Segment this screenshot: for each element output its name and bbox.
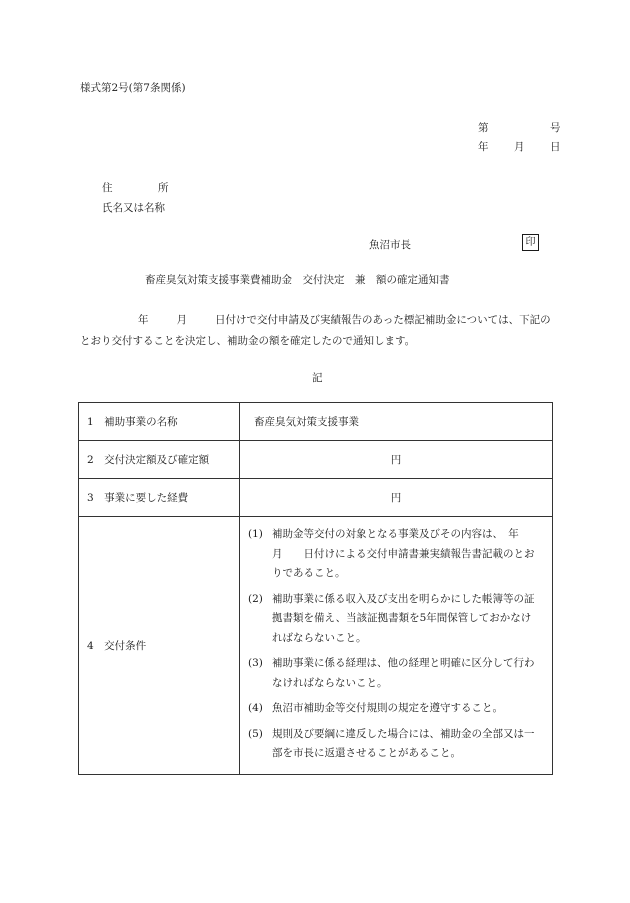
- condition-text: 補助金等交付の対象となる事業及びその内容は、 年 月 日付けによる交付申請書兼実績報告書記載のとおりであること。: [272, 528, 540, 579]
- table-row: [79, 517, 553, 775]
- condition-item: [248, 725, 538, 764]
- row3-label: 3 事業に要した経費: [79, 479, 240, 517]
- body-month: 月: [176, 314, 187, 326]
- table-row: [79, 479, 553, 517]
- details-table: [78, 402, 553, 775]
- condition-number: (1): [248, 528, 263, 540]
- condition-text: 補助事業に係る経理は、他の経理と明確に区分して行わなければならないこと。: [272, 657, 535, 689]
- recipient-name-label: 氏名又は名称: [102, 202, 165, 214]
- condition-number: (3): [248, 657, 263, 669]
- date-day: 日: [550, 141, 561, 153]
- conditions-cell: [240, 517, 553, 775]
- row2-label: 2 交付決定額及び確定額: [79, 441, 240, 479]
- condition-text: 規則及び要綱に違反した場合には、補助金の全部又は一部を市長に返還させることがあること。: [272, 727, 535, 759]
- condition-number: (2): [248, 592, 263, 605]
- body-year: 年: [138, 314, 149, 326]
- condition-text: 魚沼市補助金等交付規則の規定を遵守すること。: [272, 702, 503, 714]
- condition-item: [248, 699, 538, 719]
- row3-value: 円: [240, 479, 553, 517]
- condition-item: [248, 525, 538, 584]
- number-prefix: 第: [478, 122, 489, 134]
- ki-heading: 記: [312, 372, 323, 384]
- condition-text: 補助事業に係る収入及び支出を明らかにした帳簿等の証拠書類を備え、当該証拠書類を5年間保管しておかなければならないこと。: [272, 592, 535, 644]
- date-year: 年: [478, 141, 489, 153]
- address-char-2: 所: [158, 182, 169, 194]
- condition-number: (4): [248, 702, 263, 714]
- seal-mark: 印: [522, 234, 539, 251]
- notice-body: [80, 310, 556, 352]
- table-row: [79, 403, 553, 441]
- body-text: 日付けで交付申請及び実績報告のあった標記補助金については、下記のとおり交付することを決定し、補助金の額を確定したので通知します。: [80, 314, 551, 347]
- row1-value: 畜産臭気対策支援事業: [240, 403, 553, 441]
- document-title: 畜産臭気対策支援事業費補助金 交付決定 兼 額の確定通知書: [145, 274, 450, 286]
- date-month: 月: [514, 141, 525, 153]
- condition-item: [248, 590, 538, 649]
- condition-item: [248, 654, 538, 693]
- number-suffix: 号: [550, 122, 561, 134]
- row1-label: 1 補助事業の名称: [79, 403, 240, 441]
- issuer-title: 魚沼市長: [369, 239, 411, 251]
- address-char-1: 住: [102, 182, 113, 194]
- condition-number: (5): [248, 727, 263, 740]
- row4-label: 4 交付条件: [79, 517, 240, 775]
- form-number: 様式第2号(第7条関係): [80, 82, 186, 94]
- table-row: [79, 441, 553, 479]
- row2-value: 円: [240, 441, 553, 479]
